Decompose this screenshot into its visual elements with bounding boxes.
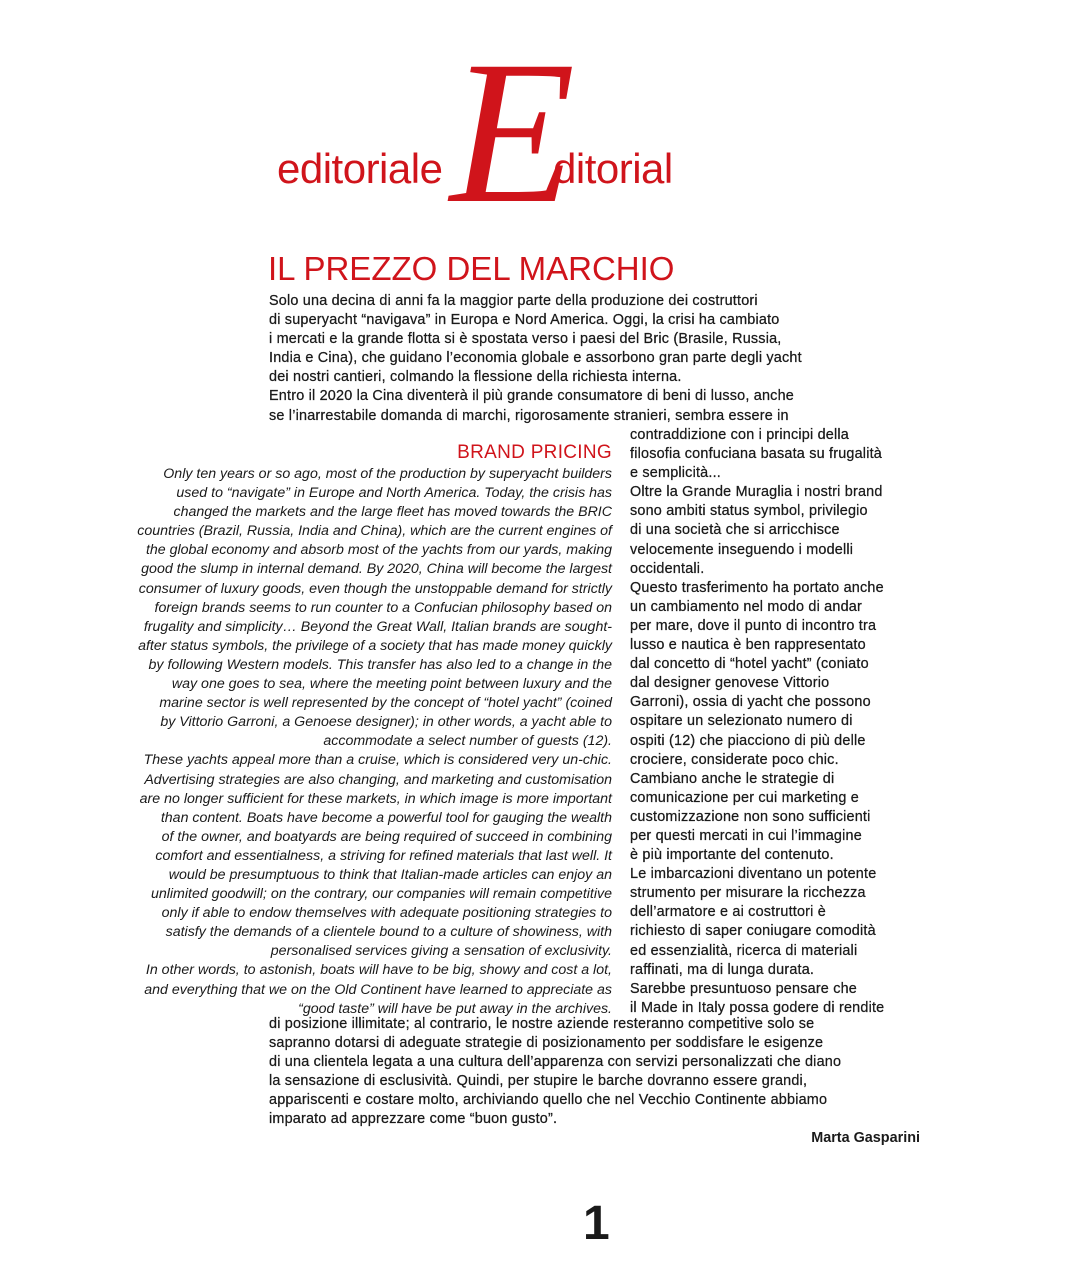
text-line: se l’inarrestabile domanda di marchi, rigorosamente stranieri, sembra essere in bbox=[269, 407, 789, 424]
text-line: by Vittorio Garroni, a Genoese designer); in other words, a yacht able to bbox=[160, 714, 612, 731]
page-number: 1 bbox=[583, 1197, 610, 1250]
text-line: lusso e nautica è ben rappresentato bbox=[630, 637, 866, 654]
text-line: la sensazione di esclusività. Quindi, per stupire le barche dovranno essere grandi, bbox=[269, 1073, 808, 1090]
text-line: than content. Boats have become a powerful tool for gauging the wealth bbox=[160, 809, 612, 826]
text-line: sono ambiti status symbol, privilegio bbox=[630, 503, 868, 520]
text-line: velocemente inseguendo i modelli bbox=[630, 541, 854, 558]
text-line: countries (Brazil, Russia, India and China), which are the current engines of bbox=[137, 523, 612, 540]
text-line: i mercati e la grande flotta si è spostata verso i paesi del Bric (Brasile, Russia, bbox=[269, 331, 782, 348]
text-line: Sarebbe presuntuoso pensare che bbox=[630, 980, 858, 997]
text-line: Entro il 2020 la Cina diventerà il più grande consumatore di beni di lusso, anche bbox=[269, 388, 794, 405]
text-line: used to “navigate” in Europe and North America. Today, the crisis has bbox=[176, 485, 612, 502]
text-line: ospiti (12) che piacciono di più delle bbox=[630, 732, 866, 749]
text-line: Cambiano anche le strategie di bbox=[630, 770, 835, 787]
italian-closing bbox=[269, 1015, 841, 1130]
text-line: di superyacht “navigava” in Europa e Nord America. Oggi, la crisi ha cambiato bbox=[269, 312, 780, 329]
text-line: di posizione illimitate; al contrario, le nostre aziende resteranno competitive solo se bbox=[269, 1016, 815, 1032]
english-column bbox=[137, 465, 612, 1019]
text-line: comfort and essentialness, a striving for refined materials that last well. It bbox=[155, 847, 612, 864]
text-line: dell’armatore e ai costruttori è bbox=[630, 904, 826, 921]
text-line: In other words, to astonish, boats will have to be big, showy and cost a lot, bbox=[145, 962, 612, 979]
text-line: dal designer genovese Vittorio bbox=[630, 675, 830, 692]
text-line: would be presumptuous to think that Italian-made articles can enjoy an bbox=[168, 866, 612, 883]
italian-right-column bbox=[630, 426, 884, 1018]
text-line: good the slump in internal demand. By 2020, China will become the largest bbox=[141, 561, 612, 578]
text-line: customizzazione non sono sufficienti bbox=[630, 808, 871, 825]
text-line: raffinati, ma di lunga durata. bbox=[630, 961, 815, 978]
text-line: personalised services giving a sensation of exclusivity. bbox=[270, 943, 612, 960]
text-line: Le imbarcazioni diventano un potente bbox=[630, 866, 877, 883]
text-line: dal concetto di “hotel yacht” (coniato bbox=[630, 656, 869, 673]
text-line: by following Western models. This transfer has also led to a change in the bbox=[148, 656, 612, 673]
text-line: Only ten years or so ago, most of the production by superyacht builders bbox=[163, 466, 612, 482]
text-line: contraddizione con i principi della bbox=[630, 427, 849, 443]
text-line: only if able to endow themselves with adequate positioning strategies to bbox=[161, 905, 612, 922]
text-line: frugality and simplicity… Beyond the Great Wall, Italian brands are sought- bbox=[143, 618, 612, 635]
text-line: are no longer sufficient for these markets, in which image is more important bbox=[139, 790, 612, 807]
text-line: per mare, dove il punto di incontro tra bbox=[630, 617, 877, 634]
author-signature: Marta Gasparini bbox=[811, 1130, 920, 1146]
text-line: Advertising strategies are also changing, and marketing and customisation bbox=[144, 771, 612, 788]
text-line: il Made in Italy possa godere di rendite bbox=[630, 999, 885, 1016]
english-subheading: BRAND PRICING bbox=[457, 442, 612, 463]
text-line: These yachts appeal more than a cruise, which is considered very un-chic. bbox=[143, 752, 612, 769]
text-line: di una società che si arricchisce bbox=[630, 522, 840, 539]
text-line: un cambiamento nel modo di andar bbox=[630, 598, 862, 615]
text-line: occidentali. bbox=[630, 560, 705, 577]
text-line: marine sector is well represented by the concept of “hotel yacht” (coined bbox=[159, 695, 612, 712]
text-line: Oltre la Grande Muraglia i nostri brand bbox=[630, 484, 883, 501]
text-line: accommodate a select number of guests (12). bbox=[323, 733, 612, 750]
text-line: ospitare un selezionato numero di bbox=[630, 713, 853, 730]
text-line: India e Cina), che guidano l’economia globale e assorbono gran parte degli yacht bbox=[269, 350, 802, 367]
text-line: dei nostri cantieri, colmando la flessione della richiesta interna. bbox=[269, 369, 682, 386]
text-line: comunicazione per cui marketing e bbox=[630, 789, 859, 806]
editorial-logo bbox=[250, 19, 690, 246]
text-line: strumento per misurare la ricchezza bbox=[630, 885, 866, 902]
text-line: Garroni), ossia di yacht che possono bbox=[630, 694, 871, 711]
text-line: the global economy and absorb most of the yachts from our yards, making bbox=[145, 542, 612, 559]
text-line: satisfy the demands of a clientele bound to a culture of showiness, with bbox=[165, 924, 612, 941]
text-line: way one goes to sea, where the meeting point between luxury and the bbox=[171, 676, 612, 693]
text-line: consumer of luxury goods, even though the unstoppable demand for strictly bbox=[138, 580, 612, 597]
text-line: Questo trasferimento ha portato anche bbox=[630, 579, 884, 596]
italian-intro bbox=[269, 292, 802, 426]
logo-word-english: ditorial bbox=[553, 145, 673, 192]
logo-word-italian: editoriale bbox=[277, 145, 443, 192]
logo-script-e: E bbox=[450, 19, 576, 246]
text-line: filosofia confuciana basata su frugalità bbox=[630, 446, 882, 463]
text-line: appariscenti e costare molto, archiviando quello che nel Vecchio Continente abbiamo bbox=[269, 1092, 828, 1109]
text-line: per questi mercati in cui l’immagine bbox=[630, 827, 862, 844]
text-line: ed essenzialità, ricerca di materiali bbox=[630, 942, 858, 959]
text-line: sapranno dotarsi di adeguate strategie di posizionamento per soddisfare le esigenze bbox=[269, 1035, 824, 1052]
text-line: crociere, considerate poco chic. bbox=[630, 751, 839, 768]
text-line: changed the markets and the large fleet has moved towards the BRIC bbox=[173, 504, 612, 521]
text-line: and everything that we on the Old Continent have learned to appreciate as bbox=[144, 981, 612, 998]
text-line: of the owner, and boatyards are being required of succeed in combining bbox=[161, 828, 612, 845]
text-line: unlimited goodwill; on the contrary, our companies will remain competitive bbox=[150, 886, 612, 903]
text-line: foreign brands seems to run counter to a Confucian philosophy based on bbox=[154, 599, 612, 616]
headline: IL PREZZO DEL MARCHIO bbox=[268, 250, 675, 287]
text-line: imparato ad apprezzare come “buon gusto”. bbox=[269, 1111, 558, 1128]
text-line: è più importante del contenuto. bbox=[630, 847, 834, 864]
text-line: after status symbols, the privilege of a society that has made money quickly bbox=[138, 637, 612, 654]
text-line: richiesto di saper coniugare comodità bbox=[630, 923, 876, 940]
text-line: di una clientela legata a una cultura dell’apparenza con servizi personalizzati che diano bbox=[269, 1054, 842, 1071]
text-line: e semplicità... bbox=[630, 465, 721, 482]
text-line: “good taste” will have be put away in the archives. bbox=[298, 1000, 612, 1017]
text-line: Solo una decina di anni fa la maggior parte della produzione dei costruttori bbox=[269, 293, 758, 309]
